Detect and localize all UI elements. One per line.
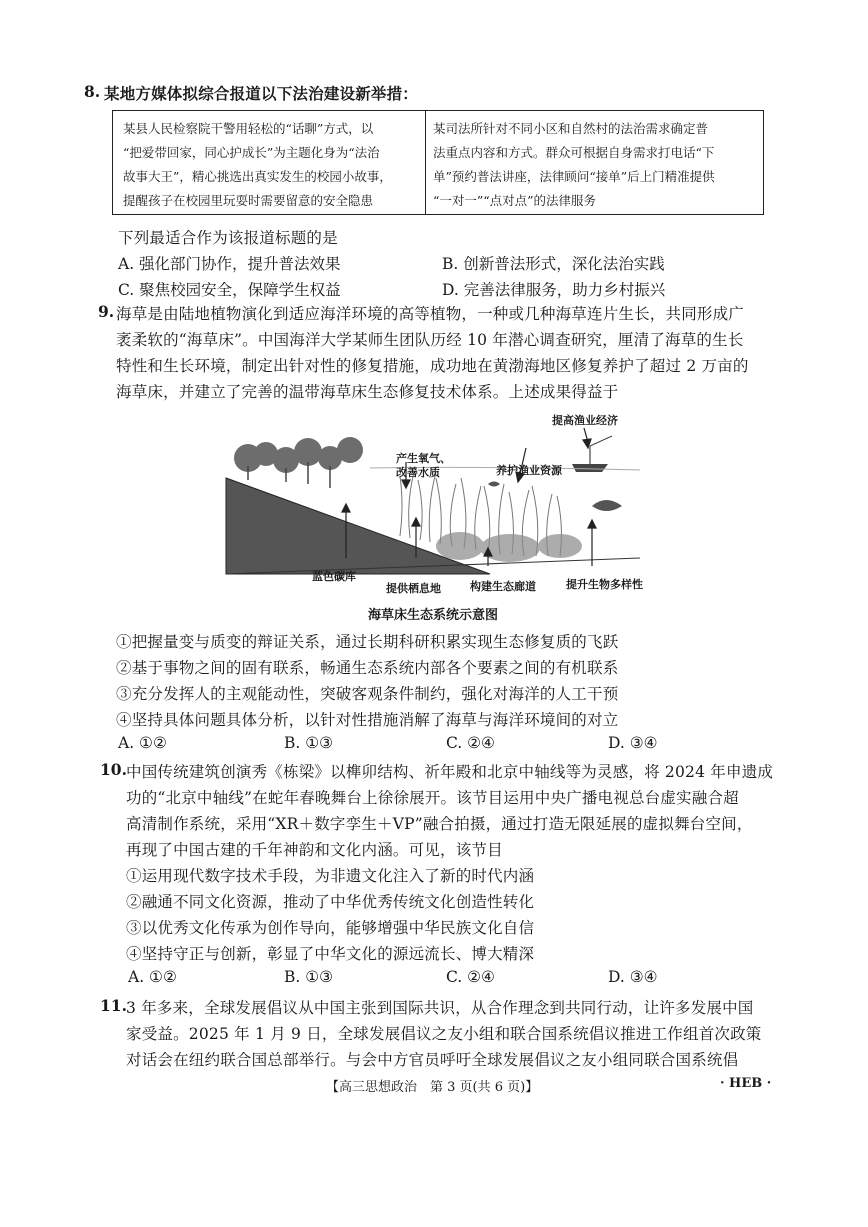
figure-caption: 海草床生态系统示意图 <box>368 608 499 623</box>
label-corridor: 构建生态廊道 <box>470 580 536 593</box>
option-c[interactable]: C. ②④ <box>446 968 495 986</box>
option-d[interactable]: D. 完善法律服务，助力乡村振兴 <box>442 281 666 299</box>
statement-3: ③以优秀文化传承为创作导向，能够增强中华民族文化自信 <box>126 919 535 937</box>
question-9-line: 海草床，并建立了完善的温带海草床生态修复技术体系。上述成果得益于 <box>116 383 619 401</box>
left-cell-line: 某县人民检察院干警用轻松的“话聊”方式，以 <box>123 121 374 136</box>
label-fishery-economy: 提高渔业经济 <box>552 414 618 427</box>
question-8-stem: 某地方媒体拟综合报道以下法治建设新举措： <box>104 84 419 103</box>
statement-1: ①运用现代数字技术手段，为非遗文化注入了新的时代内涵 <box>126 867 535 885</box>
question-11-line: 对话会在纽约联合国总部举行。与会中方官员呼吁全球发展倡议之友小组同联合国系统倡 <box>126 1051 739 1069</box>
question-11-line: 家受益。2025 年 1 月 9 日，全球发展倡议之友小组和联合国系统倡议推进工作组首次政策 <box>126 1025 762 1043</box>
right-cell-line: 某司法所针对不同小区和自然村的法治需求确定普 <box>433 121 709 136</box>
table-divider <box>425 111 426 214</box>
footer-code: · HEB · <box>720 1076 772 1091</box>
question-8-table <box>112 110 764 215</box>
statement-2: ②融通不同文化资源，推动了中华优秀传统文化创造性转化 <box>126 893 535 911</box>
question-11-number: 11. <box>100 996 127 1015</box>
statement-4: ④坚持具体问题具体分析，以针对性措施消解了海草与海洋环境间的对立 <box>116 711 619 729</box>
right-cell-line: 法重点内容和方式。群众可根据自身需求打电话“下 <box>433 145 715 160</box>
question-8-number: 8. <box>84 82 101 101</box>
right-cell-line: 单”预约普法讲座，法律顾问“接单”后上门精准提供 <box>433 169 715 184</box>
label-habitat: 提供栖息地 <box>386 582 441 595</box>
option-a[interactable]: A. ①② <box>118 734 167 752</box>
page-footer: 【高三思想政治 第 3 页(共 6 页)】 <box>326 1080 539 1095</box>
question-8-prompt: 下列最适合作为该报道标题的是 <box>118 229 338 247</box>
option-c[interactable]: C. 聚焦校园安全，保障学生权益 <box>118 281 341 299</box>
statement-3: ③充分发挥人的主观能动性，突破客观条件制约，强化对海洋的人工干预 <box>116 685 619 703</box>
question-9-line: 袤柔软的“海草床”。中国海洋大学某师生团队历经 10 年潜心调查研究，厘清了海草的生长 <box>116 331 744 349</box>
label-fishery-resource: 养护渔业资源 <box>496 464 562 477</box>
option-b[interactable]: B. 创新普法形式，深化法治实践 <box>442 255 665 273</box>
option-c[interactable]: C. ②④ <box>446 734 495 752</box>
left-cell-line: “把爱带回家，同心护成长”为主题化身为“法治 <box>123 145 380 160</box>
question-9-line: 海草是由陆地植物演化到适应海洋环境的高等植物，一种或几种海草连片生长，共同形成广 <box>116 305 745 323</box>
option-b[interactable]: B. ①③ <box>284 968 334 986</box>
question-11-line: 3 年多来，全球发展倡议从中国主张到国际共识，从合作理念到共同行动，让许多发展中国 <box>126 999 754 1017</box>
label-water-quality: 改善水质 <box>396 466 440 479</box>
left-cell-line: 提醒孩子在校园里玩耍时需要留意的安全隐患 <box>123 193 374 208</box>
question-10-line: 中国传统建筑创演秀《栋梁》以榫卯结构、祈年殿和北京中轴线等为灵感，将 2024 年申遗成 <box>126 763 774 781</box>
boat-icon <box>572 436 612 472</box>
left-cell-line: 故事大王”，精心挑选出真实发生的校园小故事， <box>123 169 392 184</box>
question-10-number: 10. <box>100 760 127 779</box>
option-a[interactable]: A. 强化部门协作，提升普法效果 <box>118 255 341 273</box>
statement-2: ②基于事物之间的固有联系，畅通生态系统内部各个要素之间的有机联系 <box>116 659 619 677</box>
statement-1: ①把握量变与质变的辩证关系，通过长期科研积累实现生态修复质的飞跃 <box>116 633 619 651</box>
question-10-line: 功的“北京中轴线”在蛇年春晚舞台上徐徐展开。该节目运用中央广播电视总台虚实融合超 <box>126 789 739 807</box>
question-9-number: 9. <box>98 302 115 321</box>
label-oxygen: 产生氧气、 <box>396 452 451 465</box>
fish-icon <box>488 482 622 512</box>
option-a[interactable]: A. ①② <box>128 968 177 986</box>
statement-4: ④坚持守正与创新，彰显了中华文化的源远流长、博大精深 <box>126 945 535 963</box>
option-d[interactable]: D. ③④ <box>608 734 658 752</box>
label-blue-carbon: 蓝色碳库 <box>312 570 356 583</box>
label-biodiversity: 提升生物多样性 <box>566 578 643 591</box>
reef-icon <box>436 532 582 562</box>
seagrass-diagram <box>220 406 643 606</box>
right-cell-line: “一对一”“点对点”的法律服务 <box>433 193 597 208</box>
option-b[interactable]: B. ①③ <box>284 734 334 752</box>
question-9-line: 特性和生长环境，制定出针对性的修复措施，成功地在黄渤海地区修复养护了超过 2 万亩的 <box>116 357 749 375</box>
tree-icon <box>234 437 363 473</box>
question-10-line: 高清制作系统，采用“XR＋数字孪生＋VP”融合拍摄，通过打造无限延展的虚拟舞台空间， <box>126 815 753 833</box>
option-d[interactable]: D. ③④ <box>608 968 658 986</box>
question-10-line: 再现了中国古建的千年神韵和文化内涵。可见，该节目 <box>126 841 503 859</box>
